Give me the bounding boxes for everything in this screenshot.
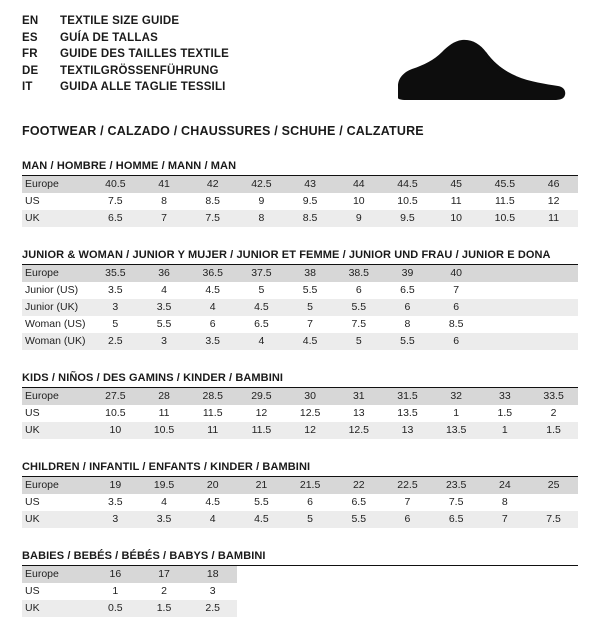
size-cell: 19.5: [140, 477, 189, 494]
size-cell-empty: [237, 600, 286, 617]
size-cell: 1.5: [481, 405, 530, 422]
size-cell: 3.5: [188, 333, 237, 350]
size-cell: 24: [481, 477, 530, 494]
size-cell-empty: [481, 600, 530, 617]
size-cell: 4.5: [188, 282, 237, 299]
table-row: [22, 333, 578, 350]
size-cell: 21: [237, 477, 286, 494]
size-cell: 4: [237, 333, 286, 350]
size-cell: 11: [140, 405, 189, 422]
size-cell: [529, 299, 578, 316]
size-cell-empty: [529, 600, 578, 617]
size-cell: 8.5: [286, 210, 335, 227]
size-cell: 3.5: [140, 511, 189, 528]
size-cell: 2: [529, 405, 578, 422]
size-cell: 5.5: [334, 299, 383, 316]
size-table: [22, 477, 578, 528]
size-cell: 3: [91, 511, 140, 528]
size-cell: 7: [140, 210, 189, 227]
size-cell: 13: [383, 422, 432, 439]
size-cell-empty: [529, 566, 578, 583]
size-cell: 8: [383, 316, 432, 333]
size-cell: 8: [481, 494, 530, 511]
size-cell: 33: [481, 388, 530, 405]
size-group-kids: [22, 372, 578, 439]
size-cell: 2.5: [91, 333, 140, 350]
size-cell: 11.5: [188, 405, 237, 422]
row-label: US: [22, 583, 91, 600]
size-cell: 45.5: [481, 176, 530, 193]
language-title: TEXTILE SIZE GUIDE: [60, 15, 180, 27]
language-code: EN: [22, 15, 39, 27]
size-cell: 12: [237, 405, 286, 422]
size-cell: 7.5: [91, 193, 140, 210]
size-cell: 22: [334, 477, 383, 494]
size-cell-empty: [334, 583, 383, 600]
size-cell: 6: [432, 333, 481, 350]
size-cell: 27.5: [91, 388, 140, 405]
row-label: US: [22, 405, 91, 422]
size-table: [22, 566, 578, 617]
size-table: [22, 265, 578, 350]
size-cell: 19: [91, 477, 140, 494]
size-group-junior-woman: [22, 249, 578, 350]
table-row: [22, 265, 578, 282]
table-row: [22, 494, 578, 511]
size-cell: 17: [140, 566, 189, 583]
size-cell: [481, 299, 530, 316]
size-cell: 8: [140, 193, 189, 210]
row-label: Woman (UK): [22, 333, 91, 350]
size-cell: [481, 333, 530, 350]
size-table-body: [22, 566, 578, 617]
size-cell: [529, 282, 578, 299]
size-cell: 3: [140, 333, 189, 350]
size-cell: 33.5: [529, 388, 578, 405]
size-cell: 3.5: [140, 299, 189, 316]
size-cell: 40: [432, 265, 481, 282]
size-cell: 16: [91, 566, 140, 583]
size-cell: 3: [188, 583, 237, 600]
language-row: [22, 31, 229, 48]
size-cell: 42.5: [237, 176, 286, 193]
size-cell: 45: [432, 176, 481, 193]
size-cell: 8: [237, 210, 286, 227]
size-cell: 7: [432, 282, 481, 299]
size-cell: 12: [529, 193, 578, 210]
size-cell: 43: [286, 176, 335, 193]
table-row: [22, 388, 578, 405]
table-row: [22, 477, 578, 494]
size-group-babies: [22, 550, 578, 617]
size-cell: 7: [286, 316, 335, 333]
size-cell: 40.5: [91, 176, 140, 193]
size-cell: 5: [237, 282, 286, 299]
size-cell: [481, 265, 530, 282]
size-cell: 11: [529, 210, 578, 227]
row-label: US: [22, 494, 91, 511]
language-row: [22, 64, 229, 81]
table-row: [22, 282, 578, 299]
language-title: GUÍA DE TALLAS: [60, 31, 158, 44]
size-cell: 10: [432, 210, 481, 227]
size-table-body: [22, 265, 578, 350]
size-cell-empty: [383, 566, 432, 583]
size-cell: 11: [188, 422, 237, 439]
size-cell: 44.5: [383, 176, 432, 193]
size-cell: 44: [334, 176, 383, 193]
language-titles: [22, 14, 229, 97]
size-cell: 3.5: [91, 494, 140, 511]
size-cell-empty: [481, 566, 530, 583]
size-cell: 5.5: [237, 494, 286, 511]
size-cell: 5: [91, 316, 140, 333]
size-cell: 6.5: [237, 316, 286, 333]
table-row: [22, 583, 578, 600]
size-cell: 12: [286, 422, 335, 439]
size-cell-empty: [481, 583, 530, 600]
size-cell: 9.5: [383, 210, 432, 227]
size-cell: 6.5: [334, 494, 383, 511]
size-cell: 38.5: [334, 265, 383, 282]
size-cell: 4: [140, 282, 189, 299]
size-cell: 5: [286, 299, 335, 316]
size-cell: 13: [334, 405, 383, 422]
language-code: ES: [22, 31, 38, 44]
size-cell-empty: [334, 600, 383, 617]
row-label: UK: [22, 422, 91, 439]
row-label: Europe: [22, 265, 91, 282]
size-cell: 13.5: [432, 422, 481, 439]
size-cell: 6.5: [91, 210, 140, 227]
size-cell: 7: [383, 494, 432, 511]
size-cell: 12.5: [334, 422, 383, 439]
language-code: FR: [22, 48, 38, 60]
size-cell: 31.5: [383, 388, 432, 405]
language-title: GUIDA ALLE TAGLIE TESSILI: [60, 81, 226, 93]
language-title: TEXTILGRÖSSENFÜHRUNG: [60, 64, 219, 77]
row-label: Woman (US): [22, 316, 91, 333]
row-label: Europe: [22, 477, 91, 494]
size-cell: 5: [334, 333, 383, 350]
size-cell: 36: [140, 265, 189, 282]
row-label: Europe: [22, 388, 91, 405]
size-cell: 10.5: [140, 422, 189, 439]
size-cell: 4.5: [188, 494, 237, 511]
size-cell: 2.5: [188, 600, 237, 617]
row-label: US: [22, 193, 91, 210]
size-cell: 4: [188, 299, 237, 316]
table-row: [22, 316, 578, 333]
size-cell: 7.5: [529, 511, 578, 528]
size-cell: 10.5: [91, 405, 140, 422]
row-label: Junior (UK): [22, 299, 91, 316]
size-cell: 6: [383, 299, 432, 316]
size-cell: 4: [188, 511, 237, 528]
size-cell: [481, 316, 530, 333]
table-row: [22, 405, 578, 422]
size-cell: 7: [481, 511, 530, 528]
size-cell: 6: [334, 282, 383, 299]
category-heading: FOOTWEAR / CALZADO / CHAUSSURES / SCHUHE / CALZATURE: [22, 124, 424, 138]
size-cell: 5.5: [140, 316, 189, 333]
size-cell: 13.5: [383, 405, 432, 422]
size-table-body: [22, 388, 578, 439]
group-title: CHILDREN / INFANTIL / ENFANTS / KINDER / BAMBINI: [22, 461, 578, 477]
language-row: [22, 80, 229, 97]
size-cell-empty: [237, 583, 286, 600]
table-row: [22, 600, 578, 617]
table-row: [22, 193, 578, 210]
size-cell: 6.5: [383, 282, 432, 299]
size-cell: 10.5: [383, 193, 432, 210]
size-cell: 0.5: [91, 600, 140, 617]
language-row: [22, 47, 229, 64]
size-cell: 9: [334, 210, 383, 227]
size-cell: 6.5: [432, 511, 481, 528]
size-cell: 28.5: [188, 388, 237, 405]
table-row: [22, 566, 578, 583]
size-cell: 8.5: [432, 316, 481, 333]
size-cell: 1: [481, 422, 530, 439]
size-cell: 31: [334, 388, 383, 405]
size-cell-empty: [286, 566, 335, 583]
size-cell: 7.5: [432, 494, 481, 511]
size-cell: 9: [237, 193, 286, 210]
size-cell: 9.5: [286, 193, 335, 210]
table-row: [22, 210, 578, 227]
size-cell: 35.5: [91, 265, 140, 282]
size-cell-empty: [334, 566, 383, 583]
row-label: UK: [22, 600, 91, 617]
table-row: [22, 299, 578, 316]
size-cell: 5.5: [383, 333, 432, 350]
size-cell: 32: [432, 388, 481, 405]
size-cell: 10.5: [481, 210, 530, 227]
size-cell: 18: [188, 566, 237, 583]
size-cell: 36.5: [188, 265, 237, 282]
size-cell: 42: [188, 176, 237, 193]
size-cell: 1: [91, 583, 140, 600]
size-cell: 3.5: [91, 282, 140, 299]
size-cell: 11.5: [481, 193, 530, 210]
size-group-man: [22, 160, 578, 227]
size-cell: 4.5: [237, 511, 286, 528]
language-code: DE: [22, 64, 39, 77]
size-cell-empty: [237, 566, 286, 583]
group-title: KIDS / NIÑOS / DES GAMINS / KINDER / BAMBINI: [22, 372, 578, 388]
table-row: [22, 176, 578, 193]
dress-shoe-icon: [390, 36, 570, 108]
document-header: [22, 14, 578, 110]
size-cell-empty: [432, 583, 481, 600]
language-row: [22, 14, 229, 31]
size-cell: 3: [91, 299, 140, 316]
size-cell: 12.5: [286, 405, 335, 422]
language-titles-body: [22, 14, 229, 97]
size-cell: 6: [383, 511, 432, 528]
size-cell: 5: [286, 511, 335, 528]
size-cell: [529, 265, 578, 282]
size-cell: 4.5: [286, 333, 335, 350]
size-cell: 11.5: [237, 422, 286, 439]
row-label: UK: [22, 210, 91, 227]
size-cell-empty: [383, 583, 432, 600]
size-cell: 41: [140, 176, 189, 193]
row-label: Junior (US): [22, 282, 91, 299]
size-cell: [481, 282, 530, 299]
row-label: UK: [22, 511, 91, 528]
size-cell: 1.5: [529, 422, 578, 439]
language-code: IT: [22, 81, 33, 93]
size-cell: 2: [140, 583, 189, 600]
size-cell: 1.5: [140, 600, 189, 617]
size-cell: 37.5: [237, 265, 286, 282]
size-cell: 22.5: [383, 477, 432, 494]
size-cell: 46: [529, 176, 578, 193]
size-group-children: [22, 461, 578, 528]
size-cell: 6: [432, 299, 481, 316]
table-row: [22, 511, 578, 528]
size-cell-empty: [286, 600, 335, 617]
row-label: Europe: [22, 566, 91, 583]
size-cell: [529, 333, 578, 350]
size-cell: 23.5: [432, 477, 481, 494]
size-cell: 29.5: [237, 388, 286, 405]
size-cell-empty: [286, 583, 335, 600]
size-cell-empty: [432, 600, 481, 617]
size-cell: 1: [432, 405, 481, 422]
table-row: [22, 422, 578, 439]
group-title: MAN / HOMBRE / HOMME / MANN / MAN: [22, 160, 578, 176]
size-cell: 7.5: [188, 210, 237, 227]
size-cell-empty: [383, 600, 432, 617]
size-cell: 6: [286, 494, 335, 511]
row-label: Europe: [22, 176, 91, 193]
group-title: BABIES / BEBÉS / BÉBÉS / BABYS / BAMBINI: [22, 550, 578, 566]
size-cell: 7.5: [334, 316, 383, 333]
size-cell: 21.5: [286, 477, 335, 494]
size-table-body: [22, 477, 578, 528]
size-cell: 39: [383, 265, 432, 282]
size-cell-empty: [529, 583, 578, 600]
size-cell: [529, 494, 578, 511]
size-cell: 20: [188, 477, 237, 494]
size-cell-empty: [432, 566, 481, 583]
size-cell: [529, 316, 578, 333]
size-cell: 4: [140, 494, 189, 511]
size-cell: 5.5: [334, 511, 383, 528]
size-cell: 8.5: [188, 193, 237, 210]
size-cell: 10: [334, 193, 383, 210]
size-cell: 4.5: [237, 299, 286, 316]
size-table: [22, 176, 578, 227]
size-cell: 25: [529, 477, 578, 494]
group-title: JUNIOR & WOMAN / JUNIOR Y MUJER / JUNIOR ET FEMME / JUNIOR UND FRAU / JUNIOR E DONA: [22, 249, 578, 265]
size-cell: 5.5: [286, 282, 335, 299]
size-cell: 6: [188, 316, 237, 333]
size-table-body: [22, 176, 578, 227]
size-cell: 11: [432, 193, 481, 210]
size-cell: 28: [140, 388, 189, 405]
size-table: [22, 388, 578, 439]
size-cell: 10: [91, 422, 140, 439]
size-cell: 30: [286, 388, 335, 405]
language-title: GUIDE DES TAILLES TEXTILE: [60, 48, 229, 60]
size-cell: 38: [286, 265, 335, 282]
